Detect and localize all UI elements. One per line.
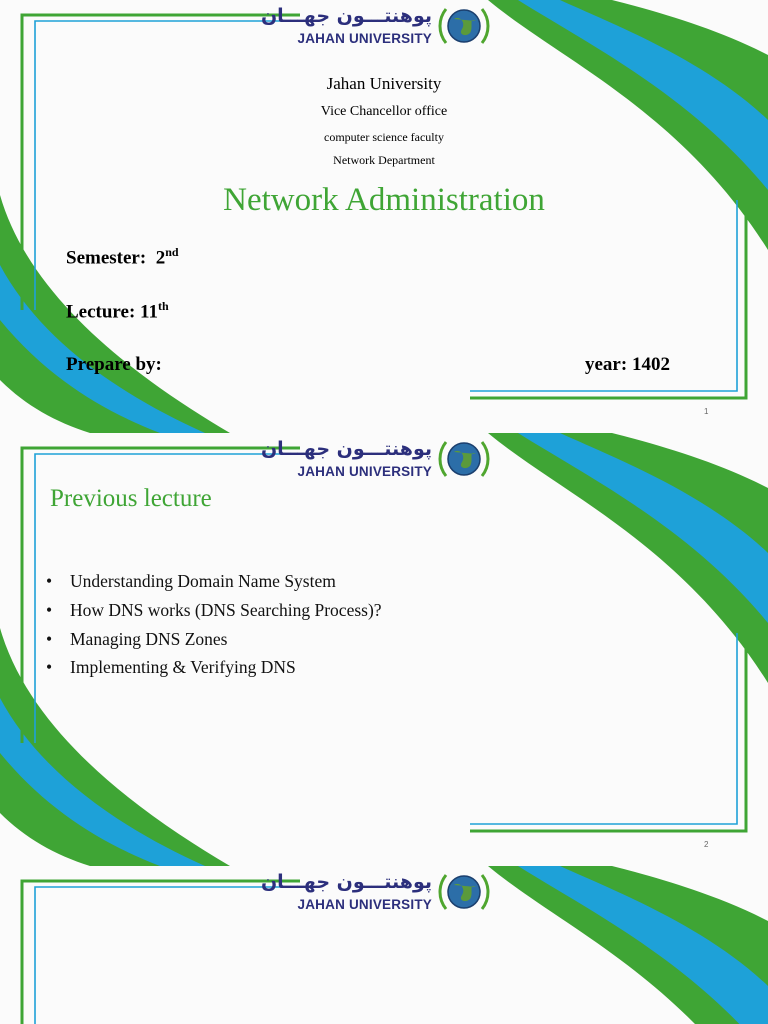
slide-title: Previous lecture bbox=[50, 485, 212, 512]
semester-field bbox=[66, 245, 179, 269]
logo-english-text: JAHAN UNIVERSITY bbox=[297, 31, 432, 46]
faculty-name: computer science faculty bbox=[324, 130, 444, 144]
department-name: Network Department bbox=[333, 153, 435, 167]
globe-emblem-icon bbox=[436, 3, 492, 51]
list-item: • Implementing & Verifying DNS bbox=[46, 656, 382, 685]
university-logo bbox=[260, 869, 492, 917]
year-label: year: bbox=[585, 354, 628, 375]
semester-label: Semester: bbox=[66, 247, 147, 269]
year-value: 1402 bbox=[631, 354, 670, 375]
slide-1 bbox=[0, 0, 768, 433]
lecture-field bbox=[66, 299, 169, 323]
lecture-value: 11 bbox=[140, 301, 158, 323]
university-name: Jahan University bbox=[326, 74, 442, 93]
logo-arabic-text: پوهنتـــون جهـــان bbox=[260, 438, 432, 460]
logo-arabic-text: پوهنتـــون جهـــان bbox=[260, 871, 432, 893]
year-field bbox=[585, 354, 670, 376]
lecture-suffix: th bbox=[158, 299, 169, 313]
slide-3 bbox=[0, 866, 768, 1024]
logo-english-text: JAHAN UNIVERSITY bbox=[297, 464, 432, 479]
list-item: • How DNS works (DNS Searching Process)? bbox=[46, 599, 382, 628]
course-title: Network Administration bbox=[223, 182, 545, 218]
page-number: 2 bbox=[704, 840, 709, 849]
bullet-list bbox=[46, 570, 382, 685]
globe-emblem-icon bbox=[436, 869, 492, 917]
slide-2 bbox=[0, 433, 768, 866]
semester-suffix: nd bbox=[165, 245, 179, 259]
lecture-label: Lecture: bbox=[66, 301, 136, 323]
office-name: Vice Chancellor office bbox=[320, 104, 448, 119]
university-logo bbox=[260, 436, 492, 484]
logo-english-text: JAHAN UNIVERSITY bbox=[297, 897, 432, 912]
logo-arabic-text: پوهنتـــون جهـــان bbox=[260, 5, 432, 27]
university-logo bbox=[260, 3, 492, 51]
globe-emblem-icon bbox=[436, 436, 492, 484]
prepare-by-label: Prepare by: bbox=[66, 354, 162, 375]
page-number: 1 bbox=[704, 407, 709, 416]
list-item: • Managing DNS Zones bbox=[46, 628, 382, 657]
semester-value: 2 bbox=[155, 247, 166, 269]
list-item: • Understanding Domain Name System bbox=[46, 570, 382, 599]
